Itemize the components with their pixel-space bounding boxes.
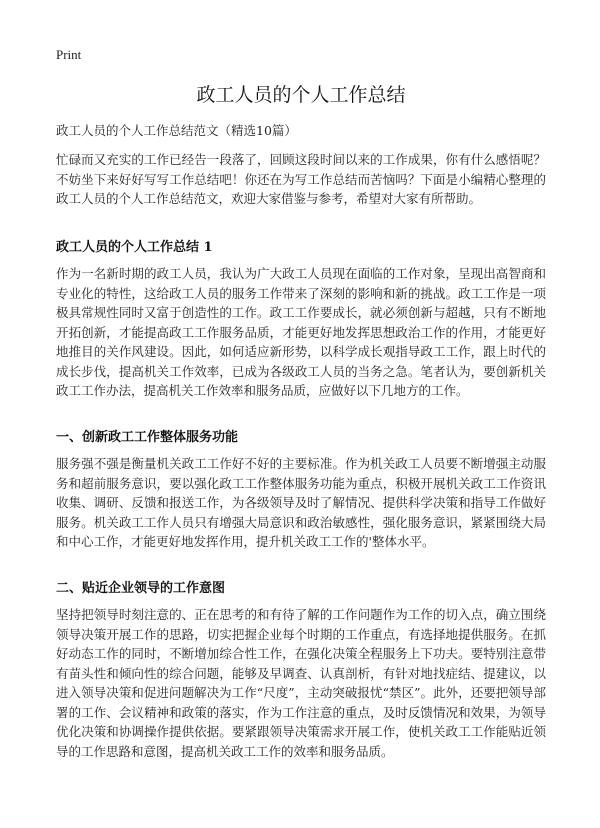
section-paragraph: 作为一名新时期的政工人员，我认为广大政工人员现在面临的工作对象，呈现出高智商和专业化的特性，这给政工人员的服务工作带来了深刻的影响和新的挑战。政工工作是一项极具常规性同时又富于创造性的工作。政工工作要成长，就必须创新与超越，只有不断地开拓创新，才能提高政工工作服务品质，才能更好地发挥思想政治工作的作用，才能更好地推目的关作风建设。因此，如何适应新形势，以科学成长观指导政工工作，跟上时代的成长步伐，提高机关工作效率，已成为各级政工人员的当务之急。笔者认为，要创新机关政工工作办法，提高机关工作效率和服务品质，应做好以下几地方的工作。 xyxy=(56,266,546,398)
print-label: Print xyxy=(56,47,82,62)
heading-1: 一、创新政工工作整体服务功能 xyxy=(56,430,239,445)
heading-2: 二、贴近企业领导的工作意图 xyxy=(56,581,226,596)
paragraph-1: 服务强不强是衡量机关政工工作好不好的主要标准。作为机关政工人员要不断增强主动服务和超前服务意识，要以强化政工工作整体服务功能为重点，积极开展机关政工工作资讯收集、调研、反馈和报送工作，为各级领导及时了解情况、提供科学决策和指导工作做好服务。机关政工工作人员只有增强大局意识和政治敏感性，强化服务意识，紧紧围绕大局和中心工作，才能更好地发挥作用，提升机关政工工作的'整体水平。 xyxy=(56,456,546,549)
document-subtitle: 政工人员的个人工作总结范文（精选10篇） xyxy=(56,123,297,138)
intro-paragraph: 忙碌而又充实的工作已经告一段落了，回顾这段时间以来的工作成果，你有什么感悟呢？不妨坐下来好好写写工作总结吧！你还在为写工作总结而苦恼吗？下面是小编精心整理的政工人员的个人工作总结范文，欢迎大家借鉴与参考，希望对大家有所帮助。 xyxy=(56,152,546,206)
paragraph-2: 坚持把领导时刻注意的、正在思考的和有待了解的工作问题作为工作的切入点，确立围绕领导决策开展工作的思路，切实把握企业每个时期的工作重点，有选择地提供服务。在抓好动态工作的同时，不断增加综合性工作，在强化决策全程服务上下功夫。要特别注意带有苗头性和倾向性的综合问题，能够及早调查、认真剖析，有针对地找症结、提建议，以进入领导决策和促进问题解决为工作“尺度”，主动突破报忧“禁区”。此外，还要把领导部署的工作、会议精神和政策的落实，作为工作注意的重点，及时反馈情况和效果，为领导优化决策和协调操作提供依据。要紧跟领导决策需求开展工作，使机关政工工作能贴近领导的工作思路和意图，提高机关政工工作的效率和服务品质。 xyxy=(56,607,546,759)
section-title: 政工人员的个人工作总结 1 xyxy=(56,240,213,255)
document-title: 政工人员的个人工作总结 xyxy=(196,84,406,106)
